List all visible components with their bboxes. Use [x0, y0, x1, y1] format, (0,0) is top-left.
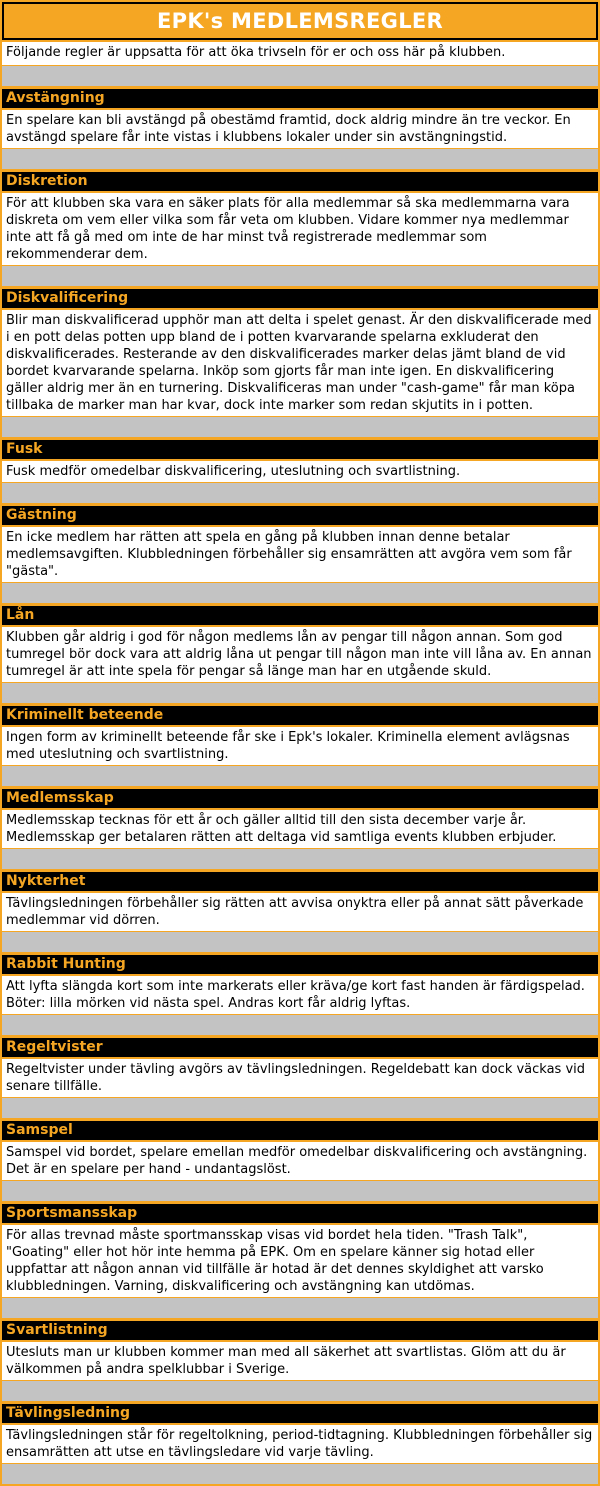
section-divider [2, 1380, 598, 1402]
section-divider [2, 1463, 598, 1486]
rule-heading: Medlemsskap [2, 787, 598, 810]
rule-section-rabbit-hunting [2, 953, 598, 1036]
rule-text: För att klubben ska vara en säker plats för alla medlemmar så ska medlemmarna vara diskreta om vem eller vilka som får veta om klubben. Vidare kommer nya medlemmar inte att få gå med om inte de har minst två registrerade medlemmar som rekommenderar dem. [2, 193, 598, 265]
rule-section-samspel [2, 1119, 598, 1202]
rule-text: Samspel vid bordet, spelare emellan medför omedelbar diskvalificering och avstängning. Det är en spelare per hand - undantagslöst. [2, 1142, 598, 1180]
section-divider [2, 265, 598, 287]
rule-section-kriminellt-beteende [2, 704, 598, 787]
rule-text: Utesluts man ur klubben kommer man med all säkerhet att svartlistas. Glöm att du är välkommen på andra spelklubbar i Sverige. [2, 1342, 598, 1380]
section-divider [2, 65, 598, 87]
section-divider [2, 848, 598, 870]
rule-heading: Avstängning [2, 87, 598, 110]
section-divider [2, 1014, 598, 1036]
rule-section-lan [2, 604, 598, 704]
rule-text: Medlemsskap tecknas för ett år och gäller alltid till den sista december varje år. Medlemsskap ger betalaren rätten att deltaga vid samtliga events klubben erbjuder. [2, 810, 598, 848]
rule-section-diskvalificering [2, 287, 598, 438]
section-divider [2, 482, 598, 504]
section-divider [2, 1097, 598, 1119]
rule-section-nykterhet [2, 870, 598, 953]
rule-heading: Samspel [2, 1119, 598, 1142]
section-divider [2, 765, 598, 787]
rule-text: Ingen form av kriminellt beteende får ske i Epk's lokaler. Kriminella element avlägsnas med uteslutning och svartlistning. [2, 727, 598, 765]
rule-text: För allas trevnad måste sportmansskap visas vid bordet hela tiden. "Trash Talk", "Goating" eller hot hör inte hemma på EPK. Om en spelare känner sig hotad eller uppfattar att någon annan vid tillfälle är hotad är det dennes skyldighet att varsko klubbledningen. Varning, diskvalificering och avstängning kan utdömas. [2, 1225, 598, 1297]
page-title: EPK's MEDLEMSREGLER [0, 0, 600, 42]
intro-text: Följande regler är uppsatta för att öka trivseln för er och oss här på klubben. [2, 42, 598, 65]
section-divider [2, 416, 598, 438]
rule-heading: Kriminellt beteende [2, 704, 598, 727]
rule-heading: Fusk [2, 438, 598, 461]
rule-heading: Svartlistning [2, 1319, 598, 1342]
section-divider [2, 582, 598, 604]
rule-text: Regeltvister under tävling avgörs av tävlingsledningen. Regeldebatt kan dock väckas vid senare tillfälle. [2, 1059, 598, 1097]
section-divider [2, 931, 598, 953]
rule-text: Tävlingsledningen står för regeltolkning, period-tidtagning. Klubbledningen förbehåller sig ensamrätten att utse en tävlingsledare vid varje tävling. [2, 1425, 598, 1463]
rule-text: En icke medlem har rätten att spela en gång på klubben innan denne betalar medlemsavgiften. Klubbledningen förbehåller sig ensamrätten att avgöra vem som får "gästa". [2, 527, 598, 582]
rule-section-fusk [2, 438, 598, 504]
rule-section-medlemsskap [2, 787, 598, 870]
rule-text: En spelare kan bli avstängd på obestämd framtid, dock aldrig mindre än tre veckor. En avstängd spelare får inte vistas i klubbens lokaler under sin avstängningstid. [2, 110, 598, 148]
rule-section-tavlingsledning [2, 1402, 598, 1486]
rule-heading: Diskretion [2, 170, 598, 193]
rule-section-gastning [2, 504, 598, 604]
rule-heading: Diskvalificering [2, 287, 598, 310]
section-divider [2, 1297, 598, 1319]
rule-text: Klubben går aldrig i god för någon medlems lån av pengar till någon annan. Som god tumregel bör dock vara att aldrig låna ut pengar till någon man inte vill låna av. En annan tumregel är att inte spela för pengar så länge man har en utgående skuld. [2, 627, 598, 682]
rules-list [2, 87, 598, 1486]
rule-heading: Gästning [2, 504, 598, 527]
rule-section-sportsmansskap [2, 1202, 598, 1319]
rule-text: Tävlingsledningen förbehåller sig rätten att avvisa onyktra eller på annat sätt påverkade medlemmar vid dörren. [2, 893, 598, 931]
rule-text: Fusk medför omedelbar diskvalificering, uteslutning och svartlistning. [2, 461, 598, 482]
rule-heading: Lån [2, 604, 598, 627]
rule-text: Blir man diskvalificerad upphör man att delta i spelet genast. Är den diskvalificerade med i en pott delas potten upp bland de i potten kvarvarande spelarna exkluderat den diskvalificerades. Resterande av den diskvalificerades marker delas jämt bland de vid bordet kvarvarande spelarna. Inköp som gjorts får man inte igen. En diskvalificering gäller aldrig mer än en turnering. Diskvalificeras man under "cash-game" får man köpa tillbaka de marker man har kvar, dock inte marker som redan skjutits in i potten. [2, 310, 598, 416]
rule-heading: Rabbit Hunting [2, 953, 598, 976]
rule-heading: Sportsmansskap [2, 1202, 598, 1225]
rule-section-svartlistning [2, 1319, 598, 1402]
rule-heading: Nykterhet [2, 870, 598, 893]
rule-text: Att lyfta slängda kort som inte markerats eller kräva/ge kort fast handen är färdigspelad. Böter: lilla mörken vid nästa spel. Andras kort får aldrig lyftas. [2, 976, 598, 1014]
section-divider [2, 148, 598, 170]
section-divider [2, 682, 598, 704]
rule-section-regeltvister [2, 1036, 598, 1119]
rule-section-avstangning [2, 87, 598, 170]
rule-heading: Regeltvister [2, 1036, 598, 1059]
rule-heading: Tävlingsledning [2, 1402, 598, 1425]
rule-section-diskretion [2, 170, 598, 287]
section-divider [2, 1180, 598, 1202]
